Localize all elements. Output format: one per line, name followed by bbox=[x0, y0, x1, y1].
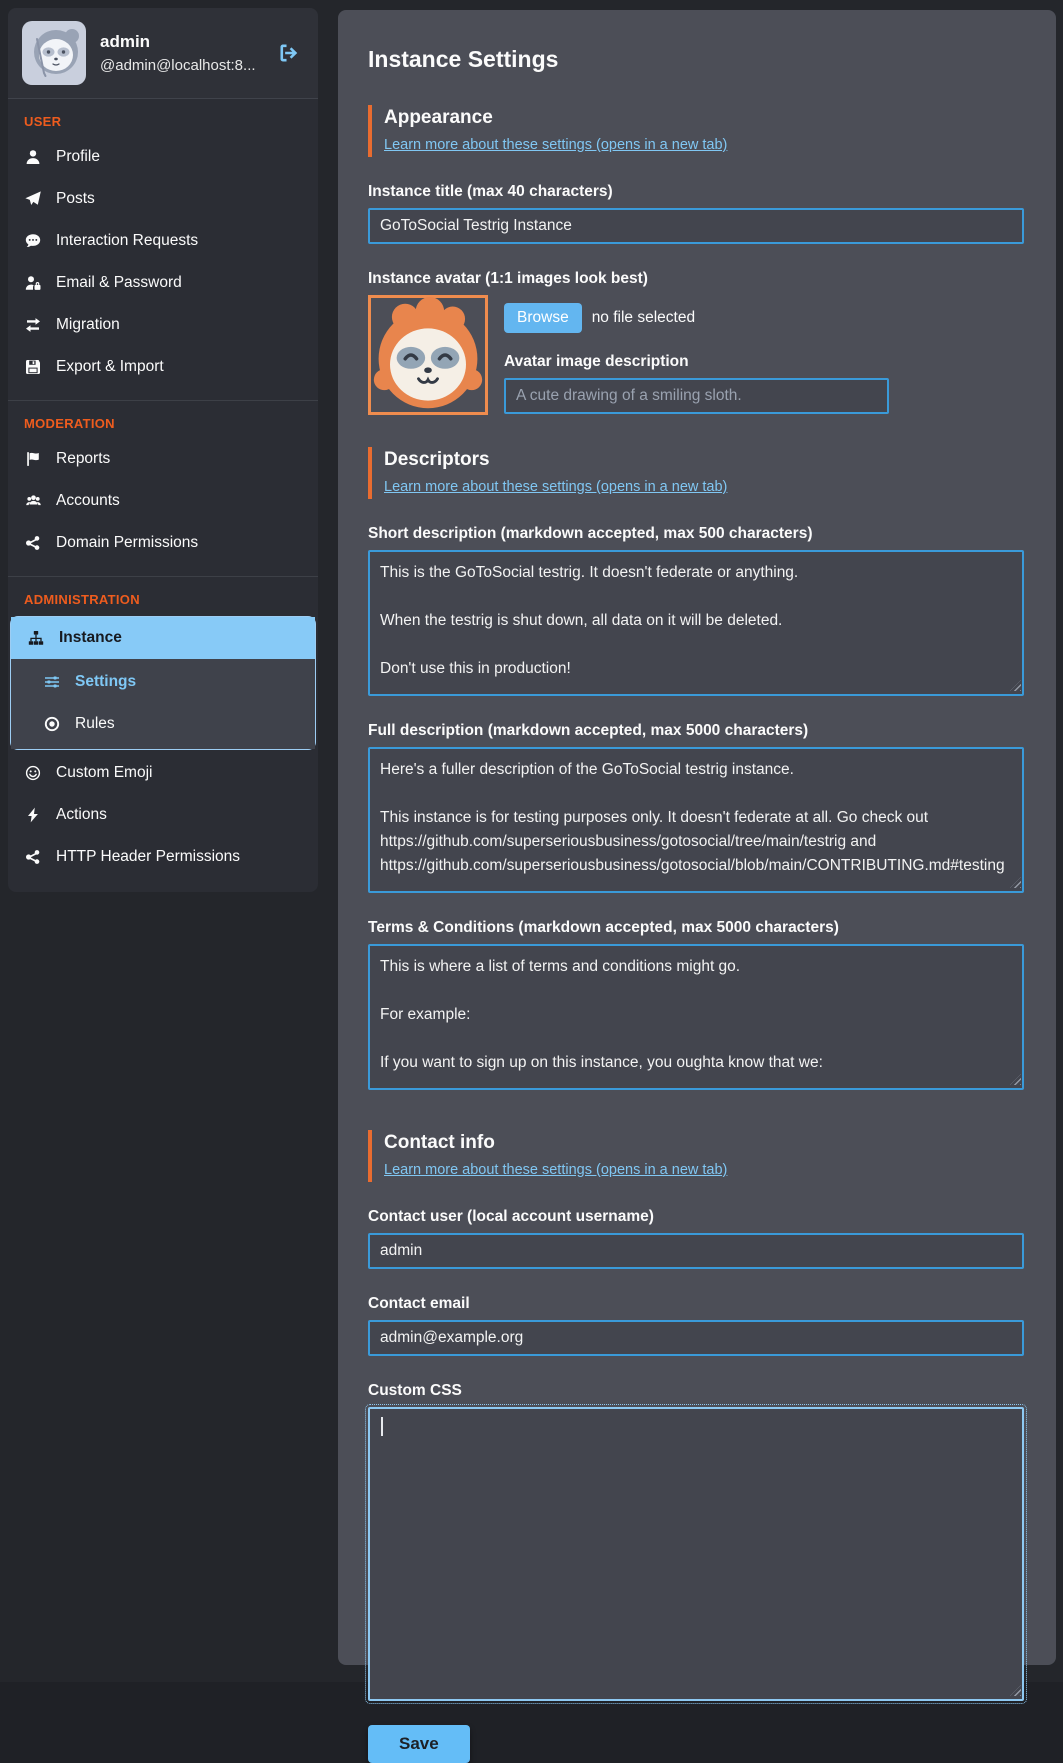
instance-title-input[interactable] bbox=[368, 208, 1024, 244]
field-instance-title bbox=[368, 183, 1024, 244]
instance-category-box bbox=[10, 616, 316, 750]
lightning-bolt-icon bbox=[24, 807, 42, 823]
user-lock-icon bbox=[24, 275, 42, 291]
sidebar-item-label: Interaction Requests bbox=[56, 232, 199, 249]
sidebar-item-label: Actions bbox=[56, 806, 107, 823]
flag-icon bbox=[24, 451, 42, 467]
floppy-disk-icon bbox=[24, 359, 42, 375]
sidebar-item-reports[interactable] bbox=[8, 438, 318, 480]
page-title: Instance Settings bbox=[368, 46, 559, 72]
smiley-face-icon bbox=[24, 765, 42, 781]
field-label: Instance title (max 40 characters) bbox=[368, 183, 613, 200]
field-contact-user bbox=[368, 1208, 1024, 1269]
field-label: Custom CSS bbox=[368, 1382, 462, 1399]
sidebar-item-posts[interactable] bbox=[8, 178, 318, 220]
avatar-description-input[interactable] bbox=[504, 378, 889, 414]
section-descriptors bbox=[368, 447, 1024, 499]
learn-more-link[interactable]: Learn more about these settings (opens in a new tab) bbox=[384, 1162, 728, 1178]
sidebar-item-accounts[interactable] bbox=[8, 480, 318, 522]
field-terms bbox=[368, 919, 1024, 1090]
section-heading: Appearance bbox=[384, 107, 493, 128]
sidebar-item-interaction-requests[interactable] bbox=[8, 220, 318, 262]
field-custom-css bbox=[368, 1382, 1024, 1701]
field-label: Contact email bbox=[368, 1295, 470, 1312]
sidebar-item-label: HTTP Header Permissions bbox=[56, 848, 241, 865]
sidebar-item-label: Reports bbox=[56, 450, 111, 467]
sidebar-item-custom-emoji[interactable] bbox=[8, 752, 318, 794]
exchange-arrows-icon bbox=[24, 317, 42, 333]
contact-user-input[interactable] bbox=[368, 1233, 1024, 1269]
section-appearance bbox=[368, 105, 1024, 157]
text-cursor bbox=[381, 1417, 383, 1436]
section-label-user: USER bbox=[24, 114, 62, 129]
sidebar-item-instance[interactable] bbox=[11, 617, 315, 659]
contact-email-input[interactable] bbox=[368, 1320, 1024, 1356]
sidebar-item-label: Rules bbox=[75, 715, 115, 732]
user-icon bbox=[24, 149, 42, 165]
terms-textarea[interactable] bbox=[368, 944, 1024, 1090]
user-name: admin bbox=[100, 32, 151, 51]
instance-settings-panel bbox=[338, 10, 1056, 1753]
sidebar-item-label: Custom Emoji bbox=[56, 764, 153, 781]
users-icon bbox=[24, 493, 42, 509]
comment-dots-icon bbox=[24, 233, 42, 249]
user-handle: @admin@localhost:8... bbox=[100, 57, 256, 74]
sidebar-item-label: Instance bbox=[59, 629, 122, 646]
field-label: Instance avatar (1:1 images look best) bbox=[368, 270, 648, 287]
field-label: Full description (markdown accepted, max 5000 characters) bbox=[368, 722, 809, 739]
field-label: Contact user (local account username) bbox=[368, 1208, 654, 1225]
sidebar-item-domain-permissions[interactable] bbox=[8, 522, 318, 564]
sidebar-item-settings[interactable] bbox=[11, 661, 315, 703]
sidebar-item-profile[interactable] bbox=[8, 136, 318, 178]
sidebar-item-email-password[interactable] bbox=[8, 262, 318, 304]
browse-file-button[interactable]: Browse bbox=[504, 303, 582, 333]
section-heading: Contact info bbox=[384, 1132, 495, 1153]
sidebar-item-export-import[interactable] bbox=[8, 346, 318, 388]
field-label: Terms & Conditions (markdown accepted, max 5000 characters) bbox=[368, 919, 839, 936]
avatar-description-label: Avatar image description bbox=[504, 353, 689, 370]
circle-dot-icon bbox=[43, 716, 61, 732]
full-description-textarea[interactable] bbox=[368, 747, 1024, 893]
sidebar-item-label: Settings bbox=[75, 673, 137, 690]
sidebar-item-label: Profile bbox=[56, 148, 100, 165]
section-contact-info bbox=[368, 1130, 1024, 1182]
sidebar-item-label: Domain Permissions bbox=[56, 534, 199, 551]
field-instance-avatar bbox=[368, 270, 1024, 415]
share-nodes-icon bbox=[24, 849, 42, 865]
field-contact-email bbox=[368, 1295, 1024, 1356]
sidebar-item-migration[interactable] bbox=[8, 304, 318, 346]
field-label: Short description (markdown accepted, max 500 characters) bbox=[368, 525, 813, 542]
learn-more-link[interactable]: Learn more about these settings (opens in a new tab) bbox=[384, 137, 728, 153]
sliders-icon bbox=[43, 674, 61, 690]
sidebar-item-label: Migration bbox=[56, 316, 120, 333]
section-label-administration: ADMINISTRATION bbox=[24, 592, 140, 607]
logout-button[interactable] bbox=[274, 38, 304, 68]
sidebar-item-label: Email & Password bbox=[56, 274, 182, 291]
section-label-moderation: MODERATION bbox=[24, 416, 115, 431]
sidebar-item-actions[interactable] bbox=[8, 794, 318, 836]
sidebar-item-http-header-permissions[interactable] bbox=[8, 836, 318, 878]
save-button[interactable]: Save bbox=[368, 1725, 470, 1763]
sidebar bbox=[8, 8, 318, 892]
instance-submenu bbox=[11, 659, 315, 749]
custom-css-textarea[interactable] bbox=[368, 1407, 1024, 1701]
sidebar-item-label: Accounts bbox=[56, 492, 120, 509]
learn-more-link[interactable]: Learn more about these settings (opens in a new tab) bbox=[384, 479, 728, 495]
paper-plane-icon bbox=[24, 191, 42, 207]
sidebar-item-label: Posts bbox=[56, 190, 95, 207]
user-card bbox=[8, 8, 318, 99]
file-status-text: no file selected bbox=[591, 309, 696, 326]
user-meta bbox=[100, 32, 256, 74]
sidebar-item-label: Export & Import bbox=[56, 358, 164, 375]
instance-avatar-image bbox=[368, 295, 488, 415]
sidebar-item-rules[interactable] bbox=[11, 703, 315, 745]
sign-out-icon bbox=[278, 42, 300, 64]
section-heading: Descriptors bbox=[384, 449, 490, 470]
share-nodes-icon bbox=[24, 535, 42, 551]
sitemap-icon bbox=[27, 630, 45, 646]
field-short-description bbox=[368, 525, 1024, 696]
field-full-description bbox=[368, 722, 1024, 893]
short-description-textarea[interactable] bbox=[368, 550, 1024, 696]
user-avatar bbox=[22, 21, 86, 85]
